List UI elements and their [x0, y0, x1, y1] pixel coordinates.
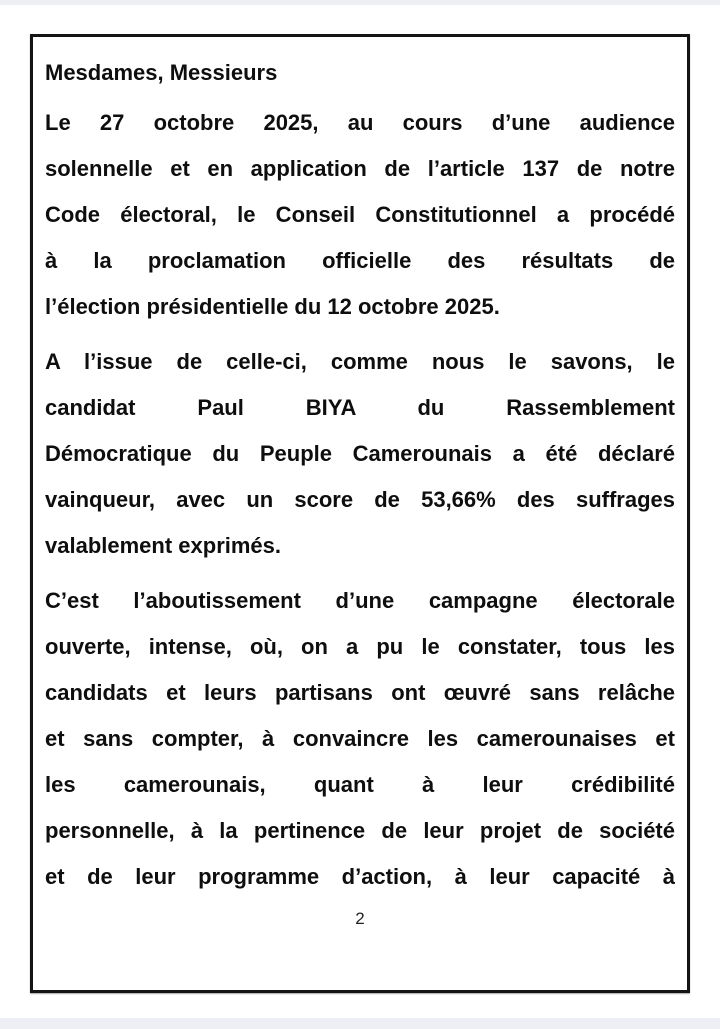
- text-line: candidat Paul BIYA du Rassemblement: [45, 395, 675, 420]
- text-line: solennelle et en application de l’article 137 de notre: [45, 156, 675, 181]
- text-line: ouverte, intense, où, on a pu le constater, tous les: [45, 634, 675, 659]
- salutation-heading: Mesdames, Messieurs: [45, 60, 278, 85]
- document-viewer[interactable]: [0, 5, 720, 1018]
- page-number: 2: [355, 909, 365, 928]
- text-line: valablement exprimés.: [45, 533, 282, 558]
- paragraph-biya-victory: [45, 339, 675, 569]
- text-line: Le 27 octobre 2025, au cours d’une audience: [45, 110, 675, 135]
- screen-bottom-band: [0, 1018, 720, 1029]
- text-line: et de leur programme d’action, à leur capacité à: [45, 864, 675, 889]
- text-line: à la proclamation officielle des résultats de: [45, 248, 675, 273]
- text-line: C’est l’aboutissement d’une campagne électorale: [45, 588, 675, 613]
- paragraph-campaign: [45, 578, 675, 900]
- text-line: les camerounais, quant à leur crédibilité: [45, 772, 675, 797]
- text-line: l’élection présidentielle du 12 octobre 2025.: [45, 294, 500, 319]
- document-page: [30, 34, 690, 993]
- text-line: Code électoral, le Conseil Constitutionnel a procédé: [45, 202, 675, 227]
- text-line: vainqueur, avec un score de 53,66% des suffrages: [45, 487, 675, 512]
- text-line: Démocratique du Peuple Camerounais a été déclaré: [45, 441, 675, 466]
- text-line: personnelle, à la pertinence de leur projet de société: [45, 818, 675, 843]
- text-line: et sans compter, à convaincre les camerounaises et: [45, 726, 675, 751]
- text-line: A l’issue de celle-ci, comme nous le savons, le: [45, 349, 675, 374]
- paragraph-election-proclamation: [45, 100, 675, 330]
- text-line: candidats et leurs partisans ont œuvré sans relâche: [45, 680, 675, 705]
